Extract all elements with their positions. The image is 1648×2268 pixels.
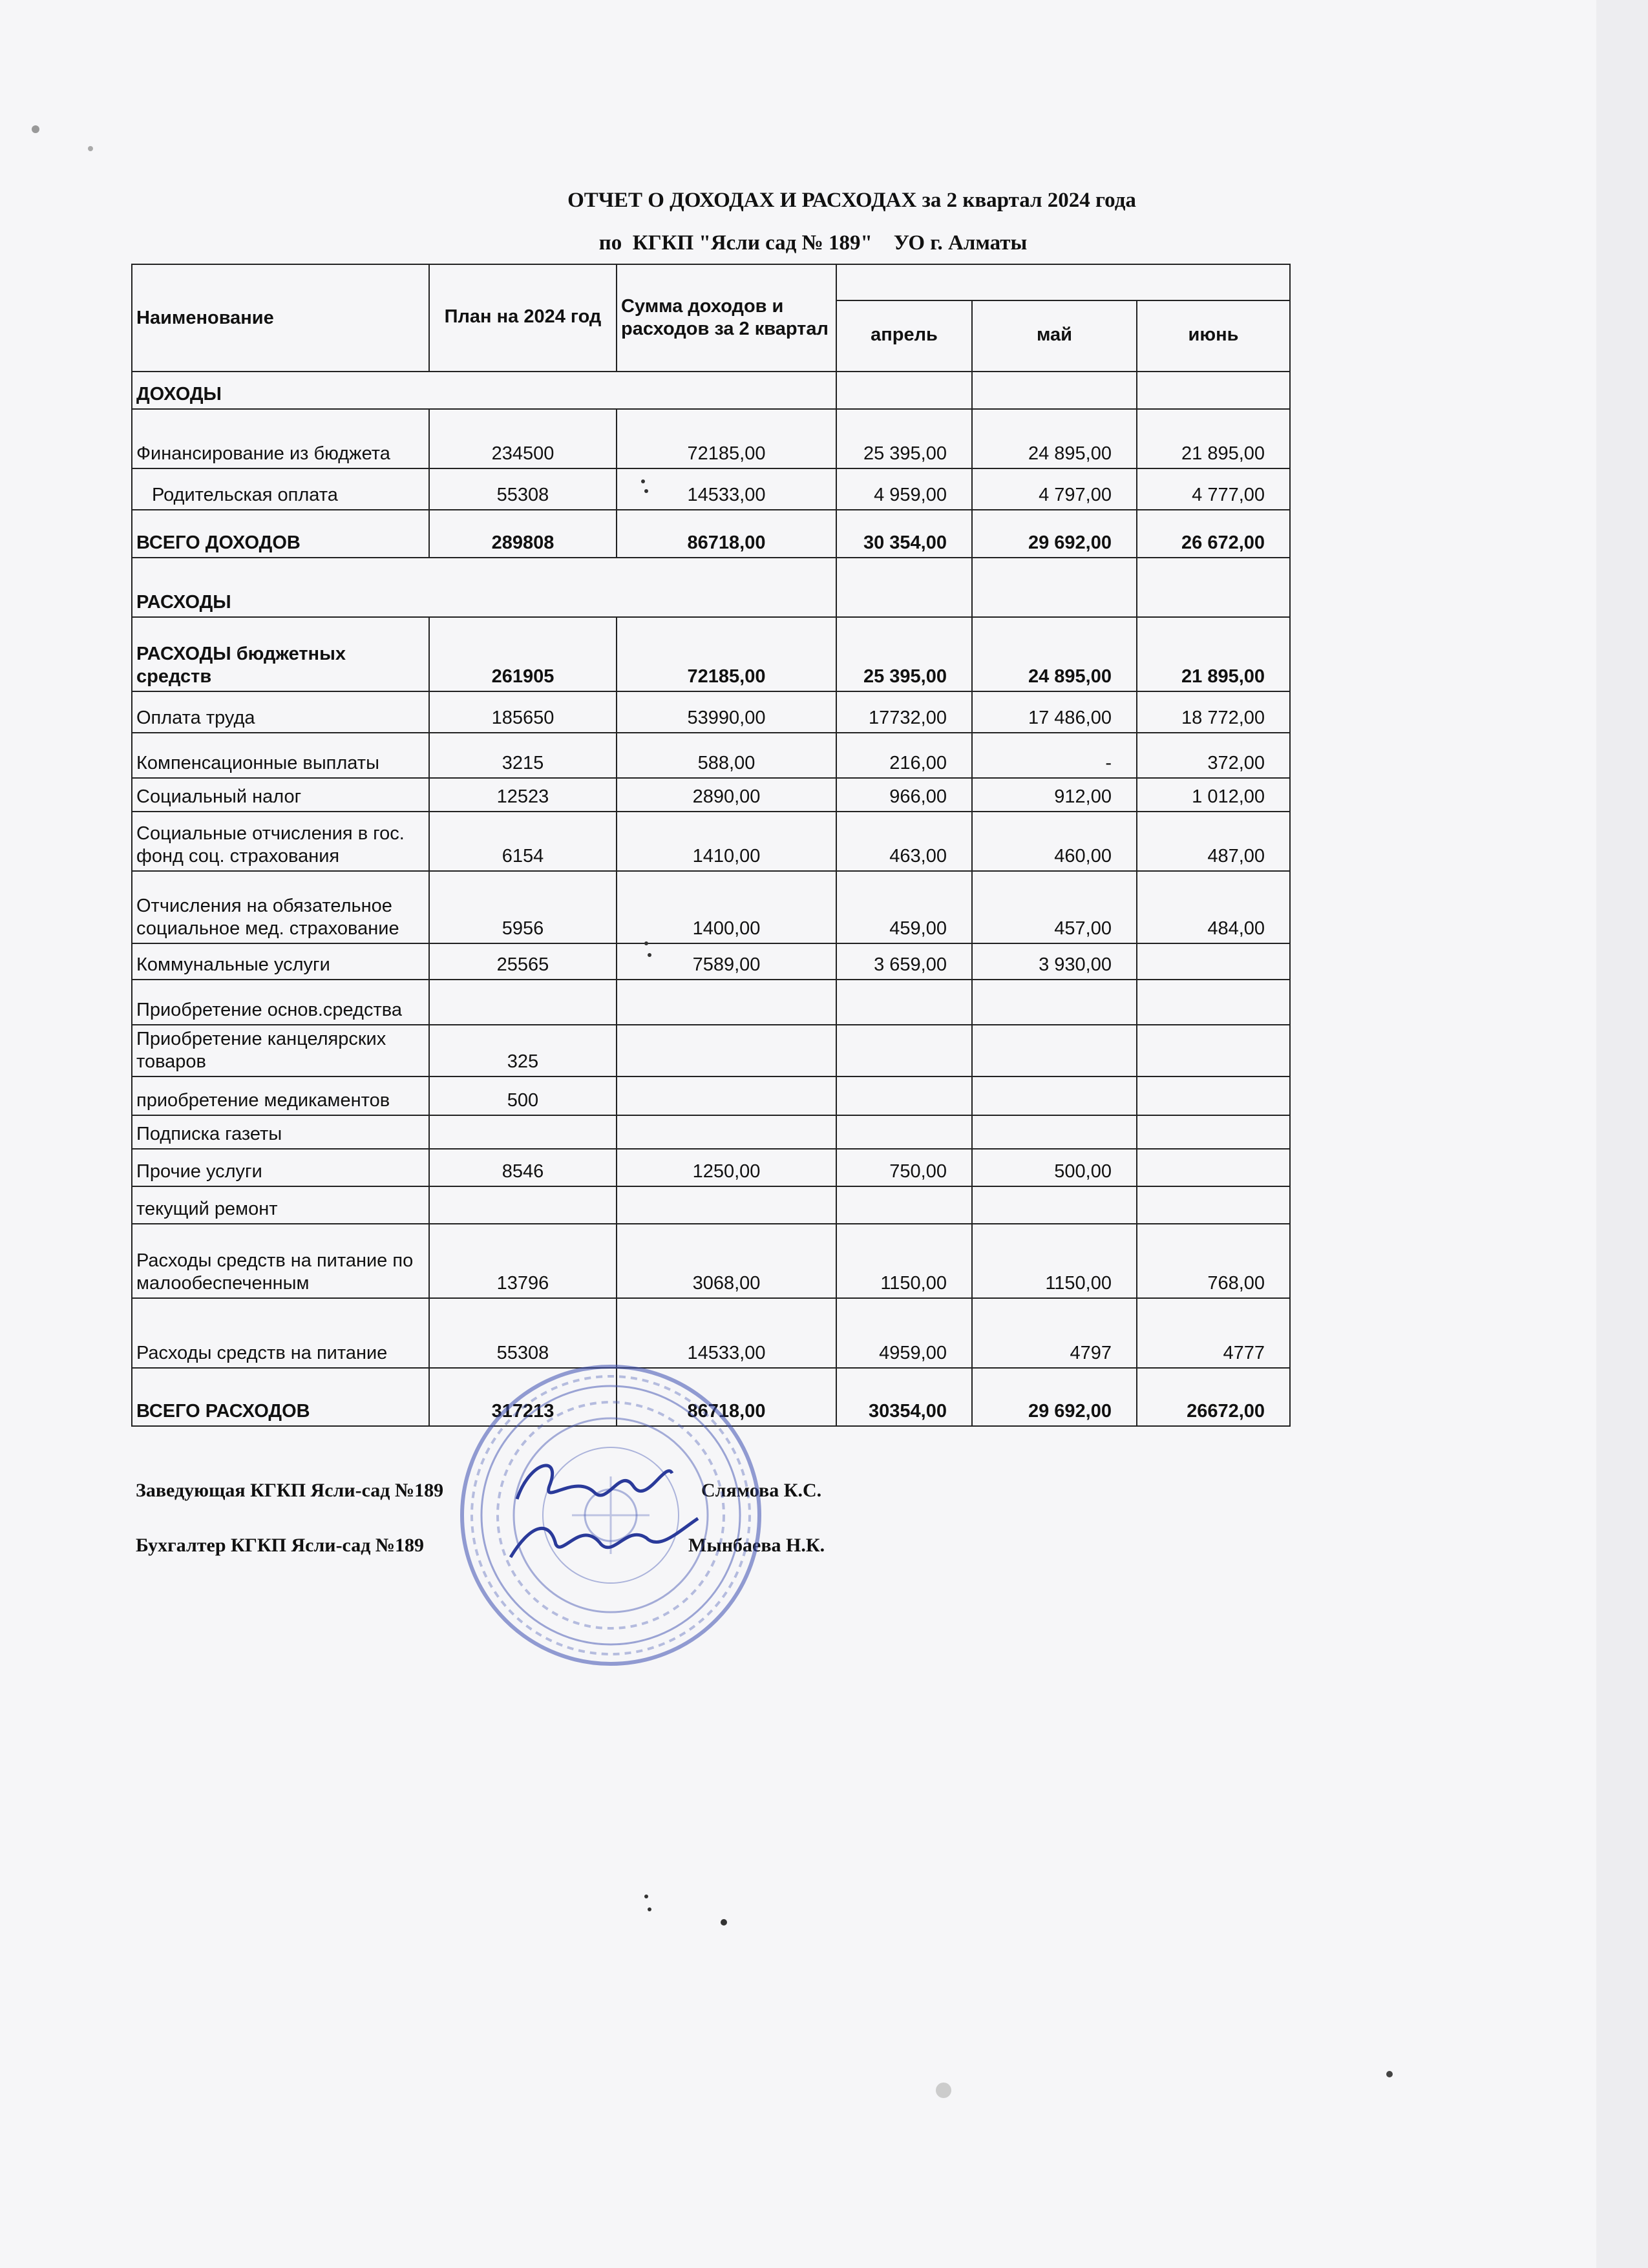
header-name: Наименование <box>132 264 429 372</box>
cell-june: 487,00 <box>1137 812 1290 871</box>
cell-april: 30 354,00 <box>836 510 972 558</box>
row-name: Расходы средств на питание <box>132 1298 429 1368</box>
row-name: Подписка газеты <box>132 1115 429 1149</box>
cell-april: 4959,00 <box>836 1298 972 1368</box>
header-sum: Сумма доходов и расходов за 2 квартал <box>617 264 836 372</box>
row-name: Социальные отчисления в гос. фонд соц. страхования <box>132 812 429 871</box>
row-name: Расходы средств на питание по малообеспеченным <box>132 1224 429 1298</box>
section-expenses: РАСХОДЫ <box>132 558 836 617</box>
cell-plan: 8546 <box>429 1149 617 1186</box>
cell-april: 30354,00 <box>836 1368 972 1426</box>
row-name: Финансирование из бюджета <box>132 409 429 468</box>
cell-sum: 7589,00 <box>617 943 836 980</box>
row-name: текущий ремонт <box>132 1186 429 1224</box>
row-name: Приобретение канцелярских товаров <box>132 1025 429 1076</box>
cell-may: 17 486,00 <box>972 691 1137 733</box>
cell-sum: 1410,00 <box>617 812 836 871</box>
cell-sum: 72185,00 <box>617 409 836 468</box>
row-name: Родительская оплата <box>132 468 429 510</box>
cell-plan: 5956 <box>429 871 617 943</box>
cell-plan: 3215 <box>429 733 617 778</box>
cell-april: 25 395,00 <box>836 617 972 691</box>
cell-sum: 1250,00 <box>617 1149 836 1186</box>
cell-april: 459,00 <box>836 871 972 943</box>
row-name: Прочие услуги <box>132 1149 429 1186</box>
cell-april: 216,00 <box>836 733 972 778</box>
row-name: Отчисления на обязательное социальное мед. страхование <box>132 871 429 943</box>
row-name: Коммунальные услуги <box>132 943 429 980</box>
row-name: Оплата труда <box>132 691 429 733</box>
row-name: Социальный налог <box>132 778 429 812</box>
cell-sum: 14533,00 <box>617 468 836 510</box>
row-name: приобретение медикаментов <box>132 1076 429 1115</box>
header-april: апрель <box>836 300 972 372</box>
report-subtitle: по КГКП "Ясли сад № 189" УО г. Алматы <box>598 231 1028 255</box>
cell-june: 768,00 <box>1137 1224 1290 1298</box>
cell-plan: 13796 <box>429 1224 617 1298</box>
cell-sum: 86718,00 <box>617 1368 836 1426</box>
cell-plan: 500 <box>429 1076 617 1115</box>
cell-may: 29 692,00 <box>972 1368 1137 1426</box>
cell-plan: 317213 <box>429 1368 617 1426</box>
cell-april: 25 395,00 <box>836 409 972 468</box>
cell-plan: 25565 <box>429 943 617 980</box>
cell-plan: 55308 <box>429 468 617 510</box>
header-plan: План на 2024 год <box>429 264 617 372</box>
row-name: РАСХОДЫ бюджетных средств <box>132 617 429 691</box>
cell-sum: 86718,00 <box>617 510 836 558</box>
cell-april: 966,00 <box>836 778 972 812</box>
cell-plan: 261905 <box>429 617 617 691</box>
cell-june: 484,00 <box>1137 871 1290 943</box>
cell-sum: 72185,00 <box>617 617 836 691</box>
cell-june: 21 895,00 <box>1137 617 1290 691</box>
accountant-name: Мынбаева Н.К. <box>688 1535 825 1556</box>
cell-june: 372,00 <box>1137 733 1290 778</box>
cell-may: 460,00 <box>972 812 1137 871</box>
cell-plan: 55308 <box>429 1298 617 1368</box>
row-name: ВСЕГО ДОХОДОВ <box>132 510 429 558</box>
cell-may: 4 797,00 <box>972 468 1137 510</box>
head-name: Слямова К.С. <box>701 1480 822 1501</box>
head-role: Заведующая КГКП Ясли-сад №189 <box>136 1480 444 1501</box>
cell-sum: 1400,00 <box>617 871 836 943</box>
cell-april: 1150,00 <box>836 1224 972 1298</box>
cell-may: 24 895,00 <box>972 409 1137 468</box>
cell-plan: 234500 <box>429 409 617 468</box>
cell-sum: 3068,00 <box>617 1224 836 1298</box>
cell-april: 463,00 <box>836 812 972 871</box>
cell-plan: 289808 <box>429 510 617 558</box>
cell-plan: 325 <box>429 1025 617 1076</box>
cell-sum: 14533,00 <box>617 1298 836 1368</box>
cell-april: 17732,00 <box>836 691 972 733</box>
cell-may: 24 895,00 <box>972 617 1137 691</box>
cell-may: 912,00 <box>972 778 1137 812</box>
report-title: ОТЧЕТ О ДОХОДАХ И РАСХОДАХ за 2 квартал 2024 года <box>567 189 1136 212</box>
section-income: ДОХОДЫ <box>132 372 836 409</box>
cell-april: 4 959,00 <box>836 468 972 510</box>
cell-june: 4 777,00 <box>1137 468 1290 510</box>
header-may: май <box>972 300 1137 372</box>
cell-may: 1150,00 <box>972 1224 1137 1298</box>
cell-june: 26 672,00 <box>1137 510 1290 558</box>
cell-may: 500,00 <box>972 1149 1137 1186</box>
cell-may: - <box>972 733 1137 778</box>
cell-june: 21 895,00 <box>1137 409 1290 468</box>
cell-may: 3 930,00 <box>972 943 1137 980</box>
cell-june: 18 772,00 <box>1137 691 1290 733</box>
cell-sum: 588,00 <box>617 733 836 778</box>
cell-sum: 2890,00 <box>617 778 836 812</box>
cell-sum: 53990,00 <box>617 691 836 733</box>
row-name: Приобретение основ.средства <box>132 980 429 1025</box>
cell-june: 26672,00 <box>1137 1368 1290 1426</box>
cell-april: 750,00 <box>836 1149 972 1186</box>
cell-may: 4797 <box>972 1298 1137 1368</box>
accountant-role: Бухгалтер КГКП Ясли-сад №189 <box>136 1535 425 1556</box>
cell-plan: 6154 <box>429 812 617 871</box>
cell-may: 457,00 <box>972 871 1137 943</box>
cell-plan: 185650 <box>429 691 617 733</box>
cell-plan: 12523 <box>429 778 617 812</box>
cell-june: 1 012,00 <box>1137 778 1290 812</box>
cell-june: 4777 <box>1137 1298 1290 1368</box>
row-name: Компенсационные выплаты <box>132 733 429 778</box>
row-name: ВСЕГО РАСХОДОВ <box>132 1368 429 1426</box>
cell-april: 3 659,00 <box>836 943 972 980</box>
cell-may: 29 692,00 <box>972 510 1137 558</box>
header-june: июнь <box>1137 300 1290 372</box>
